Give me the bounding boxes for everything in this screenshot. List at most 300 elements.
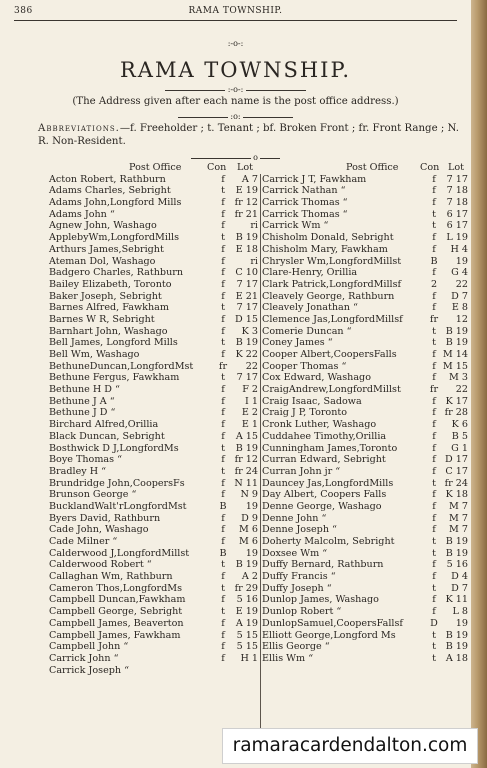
entry-con: t	[432, 337, 436, 349]
entry-name: Dunlop Robert “	[262, 606, 342, 618]
entry-name: Chisholm Donald, Sebright	[262, 232, 394, 244]
entry-lot: B 19	[235, 442, 258, 454]
entry-name: Carrick Nathan “	[262, 185, 346, 197]
entry-lot: fr 21	[234, 208, 258, 220]
entry-name: Arthurs James,Sebright	[49, 243, 164, 255]
entry-name: Duffy Joseph “	[262, 582, 332, 594]
entry-name: Cade John, Washago	[49, 524, 149, 536]
directory-entry	[262, 571, 470, 583]
entry-lot: N 9	[240, 489, 258, 501]
entry-lot: K 17	[445, 395, 468, 407]
entry-con: f	[432, 290, 436, 302]
entry-lot: F 2	[242, 384, 258, 396]
directory-entry	[49, 466, 261, 478]
entry-lot: E 18	[235, 243, 258, 255]
entry-con: D	[430, 617, 438, 629]
directory-entry	[262, 185, 470, 197]
directory-entry	[262, 618, 470, 630]
entry-con: f	[432, 465, 436, 477]
entry-name: Dauncey Jas,LongfordMills	[262, 477, 394, 489]
directory-entry	[49, 267, 261, 279]
entry-lot: B 19	[445, 629, 468, 641]
entry-lot: G 4	[451, 267, 468, 279]
entry-lot: 22	[455, 278, 468, 290]
directory-entry	[262, 653, 470, 665]
directory-entry	[262, 466, 470, 478]
directory-entry	[49, 443, 261, 455]
entry-lot: fr 12	[234, 454, 258, 466]
directory-entry	[262, 443, 470, 455]
directory-entry	[49, 407, 261, 419]
entry-lot: M 7	[449, 524, 468, 536]
entry-con: f	[432, 173, 436, 185]
directory-entry	[262, 548, 470, 560]
entry-lot: E 1	[241, 419, 258, 431]
entry-name: Bell James, Longford Mills	[49, 337, 178, 349]
entry-name: Black Duncan, Sebright	[49, 430, 165, 442]
entry-con: f	[432, 407, 436, 419]
entry-con: f	[221, 489, 225, 501]
entry-name: ApplebyWm,LongfordMills	[49, 232, 179, 244]
entry-name: Adams John,Longford Mills	[49, 197, 182, 209]
entry-name: Curran John jr “	[262, 465, 341, 477]
directory-entry	[49, 232, 261, 244]
entry-name: Chisholm Mary, Fawkham	[262, 243, 388, 255]
entry-con: f	[432, 360, 436, 372]
directory-entry	[262, 267, 470, 279]
entry-lot: K 6	[451, 419, 468, 431]
directory-entry	[49, 513, 261, 525]
entry-con: t	[221, 337, 225, 349]
directory-entry	[262, 501, 470, 513]
entry-con: f	[432, 185, 436, 197]
entry-con: t	[221, 582, 225, 594]
entry-name: Calderwood J,LongfordMillst	[49, 547, 190, 559]
entry-con: f	[221, 536, 225, 547]
entry-lot: A 7	[241, 173, 258, 185]
entry-name: Byers David, Rathburn	[49, 512, 161, 524]
entry-name: Bethune J D “	[49, 407, 116, 419]
entry-lot: 7 18	[446, 197, 468, 209]
entry-lot: A 2	[241, 571, 258, 583]
entry-lot: 6 17	[446, 208, 468, 220]
right-entries	[262, 174, 470, 665]
directory-entry	[49, 583, 261, 595]
entry-con: 2	[430, 278, 438, 290]
ornament-rule-2	[0, 113, 471, 121]
header-con: Con	[420, 162, 440, 173]
entry-lot: 5 15	[236, 641, 258, 653]
entry-name: Ellis George “	[262, 641, 330, 653]
directory-entry	[49, 372, 261, 384]
directory-entry	[262, 384, 470, 396]
entry-lot: M 15	[442, 360, 468, 372]
entry-lot: A 15	[235, 430, 258, 442]
header-lot: Lot	[237, 162, 254, 173]
book-spine-edge	[471, 0, 487, 768]
entry-con: t	[432, 208, 436, 220]
entry-name: CraigAndrew,LongfordMillst	[262, 384, 401, 396]
entry-name: Chrysler Wm,LongfordMillst	[262, 255, 402, 267]
directory-entry	[49, 501, 261, 513]
entry-con: t	[432, 641, 436, 653]
entry-lot: fr 29	[234, 582, 258, 594]
entry-lot: B 19	[445, 337, 468, 349]
entry-lot: B 5	[451, 430, 468, 442]
entry-con: f	[221, 395, 225, 407]
entry-lot: ri	[250, 255, 258, 267]
directory-entry	[262, 372, 470, 384]
directory-entry	[262, 431, 470, 443]
abbreviations	[38, 122, 459, 148]
entry-con: t	[432, 547, 436, 559]
entry-con: f	[221, 430, 225, 442]
entry-name: Bethune J A “	[49, 395, 115, 407]
entry-con: f	[221, 454, 225, 466]
entry-lot: G 1	[451, 442, 468, 454]
entry-con: fr	[429, 313, 439, 325]
entry-lot: 19	[455, 255, 468, 267]
entry-name: Brunson George “	[49, 489, 137, 501]
entry-name: Campbell James, Beaverton	[49, 617, 184, 629]
entry-con: f	[221, 652, 225, 664]
entry-lot: B 19	[445, 325, 468, 337]
entry-name: Cooper Albert,CoopersFalls	[262, 349, 397, 360]
entry-con: t	[221, 465, 225, 477]
directory-entry	[262, 256, 470, 268]
entry-name: Calderwood Robert “	[49, 559, 152, 571]
entry-name: Badgero Charles, Rathburn	[49, 267, 184, 279]
entry-con: f	[432, 512, 436, 524]
directory-entry	[49, 220, 261, 232]
entry-lot: 7 17	[236, 302, 258, 314]
left-entries	[49, 174, 261, 677]
entry-con: f	[221, 629, 225, 641]
directory-entry	[49, 478, 261, 490]
entry-name: Cade Milner “	[49, 536, 118, 547]
entry-name: Cleavely George, Rathburn	[262, 290, 395, 302]
directory-entry	[49, 548, 261, 560]
directory-entry	[262, 337, 470, 349]
entry-name: Campbell George, Sebright	[49, 606, 183, 618]
entry-con: t	[221, 232, 225, 244]
entry-name: Campbell Duncan,Fawkham	[49, 594, 186, 606]
directory-entry	[49, 326, 261, 338]
ornament-bottom-text: o	[253, 153, 258, 162]
entry-con: f	[221, 349, 225, 360]
column-divider	[260, 174, 261, 734]
directory-entry	[262, 419, 470, 431]
entry-lot: L 8	[452, 606, 468, 618]
entry-con: f	[432, 395, 436, 407]
entry-lot: M 3	[449, 372, 468, 384]
header-post-office: Post Office	[129, 162, 182, 173]
entry-name: Bailey Elizabeth, Toronto	[49, 278, 172, 290]
entry-con: t	[432, 220, 436, 232]
entry-con: t	[221, 559, 225, 571]
entry-con: t	[432, 582, 436, 594]
entry-name: DunlopSamuel,CoopersFallsf	[262, 617, 403, 629]
watermark: ramaracardendalton.com	[222, 728, 478, 764]
directory-entry	[262, 302, 470, 314]
entry-name: Adams John “	[49, 208, 115, 220]
entry-lot: fr 12	[234, 197, 258, 209]
abbreviations-text: —f. Freeholder ; t. Tenant ; bf. Broken Front ; fr. Front Range ; N. R. Non-Resident.	[38, 123, 460, 147]
abbreviations-label: Abbreviations.	[38, 123, 120, 134]
entry-lot: B 19	[445, 536, 468, 547]
entry-lot: D 7	[451, 290, 468, 302]
entry-name: Barnhart John, Washago	[49, 325, 168, 337]
directory-entry	[49, 630, 261, 642]
entry-con: B	[219, 500, 227, 512]
entry-name: Clark Patrick,LongfordMillsf	[262, 278, 402, 290]
entry-lot: fr 28	[444, 407, 468, 419]
directory-entry	[49, 653, 261, 665]
entry-con: t	[221, 372, 225, 384]
entry-name: Denne George, Washago	[262, 500, 382, 512]
entry-con: f	[221, 313, 225, 325]
entry-con: t	[432, 652, 436, 664]
entry-con: f	[432, 267, 436, 279]
entry-lot: C 17	[445, 465, 468, 477]
entry-lot: B 19	[235, 232, 258, 244]
directory-entry	[262, 513, 470, 525]
directory-entry	[49, 349, 261, 361]
entry-name: Curran Edward, Sebright	[262, 454, 386, 466]
entry-lot: 19	[455, 617, 468, 629]
entry-con: t	[221, 442, 225, 454]
entry-con: t	[432, 477, 436, 489]
directory-entry	[49, 594, 261, 606]
entry-con: f	[221, 477, 225, 489]
ornament-rule-3	[0, 154, 471, 162]
entry-con: f	[221, 290, 225, 302]
entry-name: Duffy Francis “	[262, 571, 336, 583]
entry-lot: 19	[245, 500, 258, 512]
entry-name: Boye Thomas “	[49, 454, 123, 466]
directory-entry	[262, 524, 470, 536]
entry-lot: I 1	[245, 395, 258, 407]
entry-lot: H 4	[450, 243, 468, 255]
directory-entry	[49, 536, 261, 548]
directory-entry	[49, 431, 261, 443]
entry-con: f	[221, 173, 225, 185]
entry-con: f	[432, 559, 436, 571]
entry-name: Cuddahee Timothy,Orillia	[262, 430, 387, 442]
entry-con: f	[221, 278, 225, 290]
entry-name: Cox Edward, Washago	[262, 372, 371, 384]
entry-lot: N 11	[234, 477, 258, 489]
directory-entry	[49, 209, 261, 221]
entry-lot: 7 17	[236, 372, 258, 384]
entry-lot: fr 24	[234, 465, 258, 477]
entry-name: Ateman Dol, Washago	[49, 255, 156, 267]
ornament-top-text: :-o-:	[227, 85, 244, 94]
entry-lot: 6 17	[446, 220, 468, 232]
entry-lot: B 19	[445, 547, 468, 559]
entry-lot: E 2	[241, 407, 258, 419]
directory-entry	[262, 559, 470, 571]
entry-con: f	[432, 243, 436, 255]
entry-name: Duffy Bernard, Rathburn	[262, 559, 384, 571]
entry-lot: D 9	[241, 512, 258, 524]
directory-entry	[49, 665, 261, 677]
entry-con: B	[219, 547, 227, 559]
entry-con: f	[432, 500, 436, 512]
running-head: RAMA TOWNSHIP.	[188, 6, 283, 16]
directory-entry	[262, 174, 470, 186]
ornament-mid-text: :o:	[230, 112, 241, 121]
page-title: RAMA TOWNSHIP.	[119, 58, 352, 82]
directory-entry	[49, 571, 261, 583]
entry-lot: D 4	[451, 571, 468, 583]
entry-name: Bosthwick D J,LongfordMs	[49, 442, 179, 454]
entry-name: Brundridge John,CoopersFs	[49, 477, 185, 489]
directory-entry	[262, 489, 470, 501]
directory-entry	[262, 583, 470, 595]
entry-con: f	[221, 512, 225, 524]
directory-entry	[262, 349, 470, 361]
directory-entry	[49, 618, 261, 630]
directory-entry	[262, 209, 470, 221]
entry-name: Clemence Jas,LongfordMillsf	[262, 313, 403, 325]
entry-lot: D 7	[451, 582, 468, 594]
entry-con: f	[432, 302, 436, 314]
directory-entry	[262, 536, 470, 548]
directory-entry	[262, 244, 470, 256]
directory-entry	[49, 302, 261, 314]
directory-entry	[49, 279, 261, 291]
ornament-top: :-o-:	[227, 39, 244, 48]
directory-entry	[49, 606, 261, 618]
entry-name: Callaghan Wm, Rathburn	[49, 571, 173, 583]
entry-name: Cunningham James,Toronto	[262, 442, 398, 454]
entry-name: Carrick John “	[49, 652, 119, 664]
entry-name: Carrick Wm “	[262, 220, 329, 232]
entry-name: BethuneDuncan,LongfordMst	[49, 360, 194, 372]
directory-entry	[49, 185, 261, 197]
entry-lot: E 21	[235, 290, 258, 302]
entry-con: f	[432, 442, 436, 454]
directory-entry	[49, 291, 261, 303]
entry-con: f	[221, 617, 225, 629]
directory-entry	[49, 489, 261, 501]
entry-name: Campbell James, Fawkham	[49, 629, 181, 641]
entry-con: t	[221, 606, 225, 618]
left-column-header	[49, 162, 261, 174]
entry-lot: K 18	[445, 489, 468, 501]
entry-con: f	[432, 454, 436, 466]
entry-lot: 19	[245, 547, 258, 559]
directory-entry	[262, 326, 470, 338]
entry-con: t	[432, 325, 436, 337]
entry-lot: 12	[455, 313, 468, 325]
entry-name: Carrick J T, Fawkham	[262, 173, 367, 185]
entry-con: f	[221, 384, 225, 396]
entry-lot: 5 16	[446, 559, 468, 571]
entry-lot: 22	[245, 360, 258, 372]
directory-entry	[49, 641, 261, 653]
entry-lot: fr 24	[444, 477, 468, 489]
entry-lot: B 19	[235, 559, 258, 571]
entry-con: f	[432, 232, 436, 244]
directory-entry	[262, 232, 470, 244]
address-note: (The Address given after each name is the post office address.)	[72, 96, 399, 107]
header-con: Con	[207, 162, 227, 173]
entry-con: f	[221, 407, 225, 419]
page-number: 386	[14, 6, 33, 16]
entry-con: t	[432, 629, 436, 641]
header-lot: Lot	[448, 162, 465, 173]
entry-con: f	[432, 419, 436, 431]
directory-entry	[49, 524, 261, 536]
directory-entry	[262, 478, 470, 490]
entry-lot: 7 18	[446, 185, 468, 197]
directory-entry	[49, 337, 261, 349]
entry-con: f	[221, 325, 225, 337]
directory-entry	[49, 197, 261, 209]
entry-con: f	[432, 430, 436, 442]
entry-con: t	[221, 302, 225, 314]
entry-name: Doherty Malcolm, Sebright	[262, 536, 395, 547]
entry-lot: 22	[455, 384, 468, 396]
directory-entry	[262, 220, 470, 232]
entry-name: Dunlop James, Washago	[262, 594, 379, 606]
directory-entry	[262, 396, 470, 408]
entry-lot: M 6	[239, 524, 258, 536]
entry-name: Adams Charles, Sebright	[49, 185, 171, 197]
entry-name: Bethune Fergus, Fawkham	[49, 372, 180, 384]
entry-con: t	[221, 185, 225, 197]
entry-con: f	[221, 571, 225, 583]
entry-name: Elliott George,Longford Ms	[262, 629, 396, 641]
right-column	[262, 162, 470, 665]
entry-lot: M 14	[442, 349, 468, 360]
entry-name: Doxsee Wm “	[262, 547, 328, 559]
entry-con: f	[221, 208, 225, 220]
entry-lot: D 17	[445, 454, 468, 466]
entry-con: f	[221, 594, 225, 606]
entry-lot: M 6	[239, 536, 258, 547]
entry-name: Denne John “	[262, 512, 327, 524]
directory-entry	[262, 279, 470, 291]
directory-entry	[49, 419, 261, 431]
directory-entry	[262, 594, 470, 606]
entry-name: Birchard Alfred,Orillia	[49, 419, 159, 431]
entry-lot: ri	[250, 220, 258, 232]
entry-con: f	[221, 197, 225, 209]
entry-con: B	[430, 255, 438, 267]
entry-name: Cooper Thomas “	[262, 360, 347, 372]
directory-entry	[262, 197, 470, 209]
entry-con: f	[432, 524, 436, 536]
entry-name: Bell Wm, Washago	[49, 349, 140, 360]
entry-name: Cleavely Jonathan “	[262, 302, 358, 314]
directory-entry	[49, 361, 261, 373]
entry-name: Ellis Wm “	[262, 652, 314, 664]
entry-lot: 7 17	[236, 278, 258, 290]
entry-name: Campbell John “	[49, 641, 129, 653]
entry-name: Cronk Luther, Washago	[262, 419, 377, 431]
ornament-rule-1	[0, 86, 471, 94]
directory-entry	[49, 256, 261, 268]
entry-con: f	[432, 489, 436, 501]
entry-con: f	[221, 255, 225, 267]
entry-name: Barnes W R, Sebright	[49, 313, 155, 325]
entry-name: Agnew John, Washago	[49, 220, 157, 232]
entry-name: Carrick Joseph “	[49, 664, 130, 676]
left-column	[49, 162, 261, 676]
